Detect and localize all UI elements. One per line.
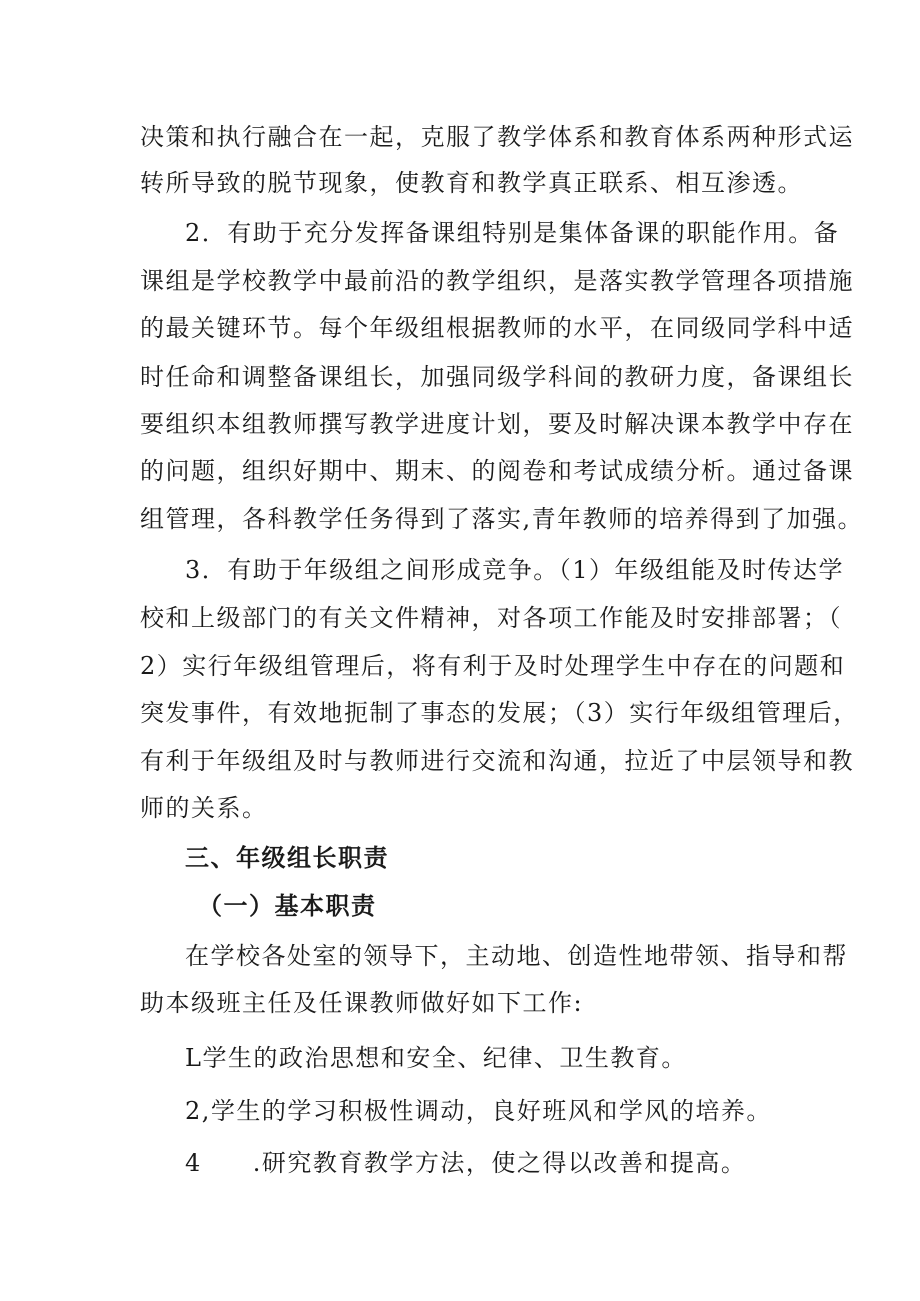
paragraph-line: 在学校各处室的领导下，主动地、创造性地带领、指导和帮	[185, 942, 848, 970]
list-item: 2,学生的学习积极性调动，良好班风和学风的培养。	[185, 1097, 772, 1125]
subsection-heading: （一）基本职责	[198, 891, 377, 920]
paragraph-line: 的问题，组织好期中、期末、的阅卷和考试成绩分析。通过备课	[140, 457, 854, 485]
paragraph-line: 要组织本组教师撰写教学进度计划，要及时解决课本教学中存在	[140, 410, 854, 438]
paragraph-line: 2）实行年级组管理后，将有利于及时处理学生中存在的问题和	[140, 652, 846, 680]
paragraph-line: 2．有助于充分发挥备课组特别是集体备课的职能作用。备	[185, 219, 840, 247]
paragraph-line: 的最关键环节。每个年级组根据教师的水平，在同级同学科中适	[140, 314, 854, 342]
paragraph-line: 时任命和调整备课组长，加强同级学科间的教研力度，备课组长	[140, 363, 854, 391]
paragraph-line: 3．有助于年级组之间形成竞争。（1）年级组能及时传达学	[185, 556, 845, 584]
paragraph-line: 课组是学校教学中最前沿的教学组织，是落实教学管理各项措施	[140, 267, 854, 295]
section-heading: 三、年级组长职责	[185, 843, 389, 872]
paragraph-line: 有利于年级组及时与教师进行交流和沟通，拉近了中层领导和教	[140, 747, 854, 775]
paragraph-line: 助本级班主任及任课教师做好如下工作:	[140, 989, 584, 1017]
paragraph-line: 校和上级部门的有关文件精神，对各项工作能及时安排部署；（	[140, 604, 842, 632]
paragraph-line: 突发事件，有效地扼制了事态的发展；（3）实行年级组管理后，	[140, 699, 859, 727]
paragraph-line: 组管理，各科教学任务得到了落实,青年教师的培养得到了加强。	[140, 505, 864, 533]
paragraph-line: 决策和执行融合在一起，克服了教学体系和教育体系两种形式运	[140, 123, 854, 151]
list-item: 4 .研究教育教学方法，使之得以改善和提高。	[185, 1149, 747, 1177]
list-item: L学生的政治思想和安全、纪律、卫生教育。	[185, 1044, 687, 1072]
paragraph-line: 师的关系。	[140, 794, 268, 822]
paragraph-line: 转所导致的脱节现象，使教育和教学真正联系、相互渗透。	[140, 169, 803, 197]
